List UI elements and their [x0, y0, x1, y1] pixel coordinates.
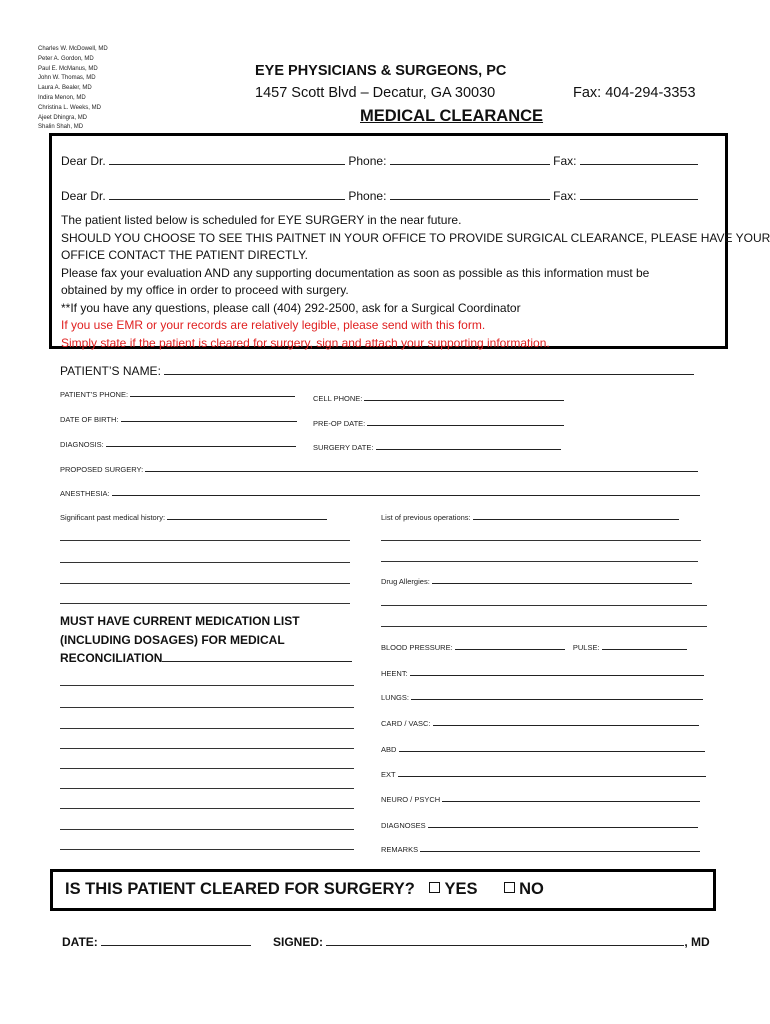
diagnoses-row	[381, 820, 698, 830]
doctor-name: Charles W. McDowell, MD	[38, 46, 108, 52]
diagnoses-label: DIAGNOSES	[381, 821, 426, 830]
instruction-line: obtained by my office in order to proceed with surgery.	[61, 283, 349, 297]
patient-phone-label: PATIENT’S PHONE:	[60, 390, 129, 399]
heent-row	[381, 668, 704, 678]
doctor-name: Peter A. Gordon, MD	[38, 55, 94, 62]
blood-pressure-row	[381, 642, 687, 652]
past-history-field[interactable]	[167, 512, 327, 520]
card-vasc-field[interactable]	[433, 718, 699, 726]
drug-allergies-label: Drug Allergies:	[381, 577, 430, 586]
allergies-line[interactable]	[381, 605, 707, 606]
lungs-label: LUNGS:	[381, 693, 409, 702]
blood-pressure-field[interactable]	[455, 642, 565, 650]
medication-line[interactable]	[60, 685, 354, 686]
past-history-label: Significant past medical history:	[60, 513, 166, 522]
proposed-surgery-field[interactable]	[145, 464, 698, 472]
lungs-field[interactable]	[411, 692, 703, 700]
medication-line[interactable]	[60, 707, 354, 708]
pulse-label: PULSE:	[572, 643, 600, 652]
preop-label: PRE-OP DATE:	[313, 419, 366, 428]
instruction-line: OFFICE CONTACT THE PATIENT DIRECTLY.	[61, 248, 308, 262]
patient-name-field[interactable]	[164, 364, 694, 375]
contact-row-2	[61, 188, 698, 206]
patient-name-row	[60, 364, 694, 378]
medication-heading	[60, 612, 352, 668]
date-label: DATE:	[62, 935, 98, 949]
patient-name-label: PATIENT’S NAME:	[60, 364, 161, 378]
heent-label: HEENT:	[381, 669, 408, 678]
phone-label: Phone:	[348, 189, 387, 203]
medication-heading-line: MUST HAVE CURRENT MEDICATION LIST	[60, 614, 300, 628]
no-checkbox[interactable]	[504, 882, 515, 893]
previous-operations-label: List of previous operations:	[381, 513, 471, 522]
patient-phone-field[interactable]	[130, 389, 295, 397]
phone-field[interactable]	[390, 189, 550, 200]
heent-field[interactable]	[410, 668, 704, 676]
form-title: MEDICAL CLEARANCE	[360, 107, 544, 125]
history-line[interactable]	[60, 603, 350, 604]
ext-field[interactable]	[398, 769, 706, 777]
dob-row	[60, 414, 297, 424]
blood-pressure-label: BLOOD PRESSURE:	[381, 643, 453, 652]
practice-fax: Fax: 404-294-3353	[573, 85, 696, 101]
dear-label: Dear Dr.	[61, 154, 106, 168]
practice-name: EYE PHYSICIANS & SURGEONS, PC	[255, 63, 507, 79]
doctor-name-field[interactable]	[109, 189, 345, 200]
contact-row-1	[61, 153, 698, 171]
abd-field[interactable]	[399, 744, 705, 752]
instructions-box	[49, 133, 770, 350]
signed-row	[273, 935, 710, 949]
doctor-name-field[interactable]	[109, 154, 345, 165]
operations-line[interactable]	[381, 561, 698, 562]
abd-row	[381, 744, 705, 754]
anesthesia-row	[60, 488, 700, 498]
instruction-line: The patient listed below is scheduled for EYE SURGERY in the near future.	[61, 213, 462, 227]
medication-heading-line: RECONCILIATION	[60, 651, 163, 665]
medication-line[interactable]	[60, 768, 354, 769]
past-history-row	[60, 512, 327, 522]
proposed-surgery-label: PROPOSED SURGERY:	[60, 465, 144, 474]
md-suffix: , MD	[684, 935, 710, 949]
medication-line[interactable]	[60, 728, 354, 729]
dob-label: DATE OF BIRTH:	[60, 415, 119, 424]
diagnosis-row	[60, 439, 296, 449]
remarks-field[interactable]	[420, 844, 700, 852]
clearance-question-row	[65, 880, 544, 899]
diagnoses-field[interactable]	[428, 820, 698, 828]
cell-phone-row	[313, 393, 564, 403]
no-label: NO	[519, 880, 544, 898]
clearance-question: IS THIS PATIENT CLEARED FOR SURGERY?	[65, 880, 415, 898]
allergies-line[interactable]	[381, 626, 707, 627]
fax-field[interactable]	[580, 189, 698, 200]
dear-label: Dear Dr.	[61, 189, 106, 203]
doctor-name: Christina L. Weeks, MD	[38, 104, 101, 111]
medication-field[interactable]	[162, 651, 352, 662]
diagnosis-label: DIAGNOSIS:	[60, 440, 104, 449]
ext-row	[381, 769, 706, 779]
previous-operations-field[interactable]	[473, 512, 679, 520]
history-line[interactable]	[60, 540, 350, 541]
cell-phone-label: CELL PHONE:	[313, 394, 363, 403]
medication-heading-line: (INCLUDING DOSAGES) FOR MEDICAL	[60, 632, 285, 647]
doctor-name: Ajeet Dhingra, MD	[38, 114, 88, 121]
card-vasc-label: CARD / VASC:	[381, 719, 431, 728]
preop-field[interactable]	[367, 418, 564, 426]
phone-field[interactable]	[390, 154, 550, 165]
operations-line[interactable]	[381, 540, 701, 541]
anesthesia-label: ANESTHESIA:	[60, 489, 110, 498]
doctor-list	[38, 45, 108, 133]
dob-field[interactable]	[121, 414, 297, 422]
doctor-name: John W. Thomas, MD	[38, 75, 96, 82]
lungs-row	[381, 692, 703, 702]
neuro-psych-field[interactable]	[442, 794, 700, 802]
instruction-red-line: Simply state if the patient is cleared for surgery, sign and attach your supporting information.	[61, 335, 550, 350]
doctor-name: Laura A. Bealer, MD	[38, 85, 92, 92]
medication-line[interactable]	[60, 849, 354, 850]
doctor-name: Shalin Shah, MD	[38, 124, 84, 131]
anesthesia-field[interactable]	[112, 488, 700, 496]
remarks-label: REMARKS	[381, 845, 419, 854]
doctor-name: Indira Menon, MD	[38, 94, 86, 101]
instructions-text	[61, 212, 770, 352]
signed-label: SIGNED:	[273, 935, 324, 949]
history-line[interactable]	[60, 562, 350, 563]
fax-label: Fax:	[553, 154, 577, 168]
diagnosis-field[interactable]	[106, 439, 296, 447]
medication-line[interactable]	[60, 829, 354, 830]
practice-address: 1457 Scott Blvd – Decatur, GA 30030	[255, 85, 496, 101]
surgery-date-label: SURGERY DATE:	[313, 443, 374, 452]
medication-line[interactable]	[60, 788, 354, 789]
patient-phone-row	[60, 389, 295, 399]
phone-label: Phone:	[348, 154, 387, 168]
neuro-psych-row	[381, 794, 700, 804]
card-vasc-row	[381, 718, 699, 728]
instruction-line: Please fax your evaluation AND any supporting documentation as soon as possible as this information must be	[61, 265, 650, 280]
instruction-line: **If you have any questions, please call (404) 292-2500, ask for a Surgical Coordinator	[61, 300, 521, 315]
cell-phone-field[interactable]	[364, 393, 564, 401]
pulse-field[interactable]	[602, 642, 687, 650]
date-row	[62, 935, 251, 949]
fax-field[interactable]	[580, 154, 698, 165]
previous-operations-row	[381, 512, 679, 522]
history-line[interactable]	[60, 583, 350, 584]
medication-line[interactable]	[60, 748, 354, 749]
yes-checkbox[interactable]	[429, 882, 440, 893]
instruction-red-line: If you use EMR or your records are relatively legible, please send with this form.	[61, 318, 486, 332]
drug-allergies-field[interactable]	[432, 576, 692, 584]
drug-allergies-row	[381, 576, 692, 586]
ext-label: EXT	[381, 770, 396, 779]
medication-line[interactable]	[60, 808, 354, 809]
preop-row	[313, 418, 564, 428]
instruction-line: SHOULD YOU CHOOSE TO SEE THIS PAITNET IN YOUR OFFICE TO PROVIDE SURGICAL CLEARANCE, PLEASE HAVE YOUR	[61, 230, 770, 245]
clearance-box	[50, 869, 716, 911]
fax-label: Fax:	[553, 189, 577, 203]
surgery-date-row	[313, 442, 561, 452]
date-field[interactable]	[101, 935, 251, 946]
surgery-date-field[interactable]	[376, 442, 561, 450]
signature-field[interactable]	[326, 935, 684, 946]
yes-label: YES	[444, 880, 478, 898]
remarks-row	[381, 844, 700, 854]
neuro-psych-label: NEURO / PSYCH	[381, 795, 441, 804]
proposed-surgery-row	[60, 464, 698, 474]
abd-label: ABD	[381, 745, 397, 754]
doctor-name: Paul E. McManus, MD	[38, 65, 98, 72]
